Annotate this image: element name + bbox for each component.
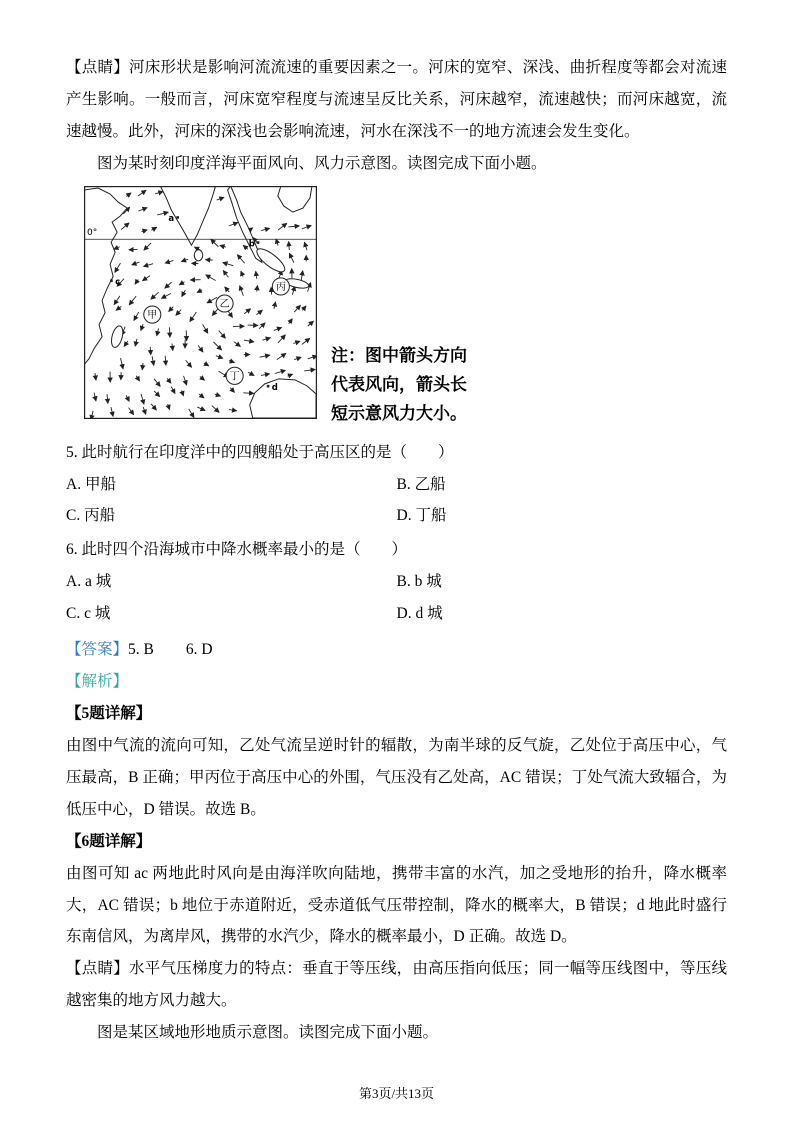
wind-arrow: [111, 407, 113, 416]
wind-arrow: [243, 245, 248, 249]
wind-arrow: [243, 392, 253, 393]
wind-arrow: [219, 330, 226, 338]
wind-arrow: [154, 391, 160, 397]
wind-arrow: [165, 260, 173, 263]
answer-6: 6. D: [185, 641, 213, 659]
wind-arrow: [260, 355, 270, 357]
wind-arrow: [294, 305, 300, 312]
wind-arrow: [144, 263, 154, 266]
wind-arrow: [229, 409, 237, 410]
wind-arrow: [261, 373, 270, 375]
wind-arrow: [276, 239, 278, 246]
dianjing-paragraph-2: 【点睛】水平气压梯度力的特点：垂直于等压线，由高压指向低压；同一幅等压线图中，等压线越密集的地方风力越大。: [66, 960, 727, 1010]
wind-arrow: [182, 390, 184, 395]
wind-arrow: [274, 302, 276, 309]
city-c-label: c: [115, 277, 121, 288]
question-6-stem: 6. 此时四个沿海城市中降水概率最小的是（ ）: [66, 541, 408, 559]
wind-arrow: [198, 345, 203, 352]
wind-arrow: [237, 254, 244, 263]
city-c-marker: [110, 279, 113, 282]
wind-arrow: [161, 293, 171, 298]
wind-arrow: [292, 286, 294, 294]
wind-arrow: [132, 262, 140, 265]
ship-jia-label: 甲: [147, 309, 158, 321]
question-6-options-row-2: [66, 598, 727, 630]
wind-arrow: [184, 376, 187, 385]
wind-arrow: [274, 327, 282, 330]
wind-arrow: [271, 287, 272, 294]
wind-arrow: [287, 374, 292, 376]
wind-arrow: [155, 191, 163, 193]
wind-arrow: [182, 290, 186, 296]
wind-arrow: [223, 270, 228, 277]
question-5-option-c: C. 丙船: [66, 507, 116, 525]
question-6: [66, 534, 727, 630]
wind-arrow: [234, 341, 241, 346]
wind-arrow: [95, 373, 96, 380]
wind-arrow: [135, 279, 138, 284]
city-a-marker: [176, 216, 179, 219]
wind-arrow: [256, 310, 262, 315]
ship-yi-label: 乙: [219, 298, 230, 310]
wind-arrow: [157, 212, 168, 215]
wind-arrow: [229, 360, 234, 362]
equator-label: 0°: [87, 227, 98, 238]
wind-arrow: [215, 394, 221, 396]
wind-arrow: [141, 324, 143, 330]
landmasses: [84, 186, 316, 418]
wind-arrow: [142, 230, 148, 232]
wind-arrow: [197, 407, 205, 410]
wind-arrow: [240, 285, 244, 295]
city-d-label: d: [271, 382, 278, 393]
wind-arrow: [212, 405, 219, 412]
wind-arrow: [165, 282, 172, 288]
ship-bing-label: 丙: [275, 281, 286, 293]
wind-arrow: [91, 411, 93, 419]
question-5: [66, 437, 727, 533]
sri-lanka: [194, 249, 202, 260]
detail-5-head: 【5题详解】: [66, 704, 152, 722]
wind-arrow: [169, 306, 174, 311]
wind-arrow: [289, 253, 294, 262]
wind-arrow: [114, 296, 120, 305]
wind-arrow: [304, 242, 307, 250]
wind-arrow: [275, 370, 286, 373]
page-footer: 第3页/共13页: [358, 1086, 435, 1102]
wind-arrow: [168, 404, 170, 410]
wind-arrow: [115, 263, 121, 272]
wind-arrow: [206, 259, 213, 260]
wind-arrow: [203, 324, 208, 333]
answer-label: 【答案】: [66, 641, 129, 659]
wind-arrow: [256, 271, 257, 278]
map-note: 注：图中箭头方向代表风向，箭头长短示意风力大小。: [331, 345, 467, 424]
wind-arrow: [262, 337, 270, 339]
wind-arrow: [169, 327, 170, 337]
wind-arrow: [223, 262, 233, 265]
wind-arrow: [197, 290, 202, 293]
wind-arrow: [261, 228, 269, 230]
question-5-option-b: B. 乙船: [396, 475, 446, 493]
wind-arrow: [302, 338, 310, 344]
question-5-options-row-2: [66, 500, 727, 532]
jiexi-label: 【解析】: [66, 673, 129, 691]
question-5-option-a: A. 甲船: [66, 475, 116, 493]
wind-arrow: [200, 376, 205, 380]
wind-arrow: [213, 342, 221, 350]
wind-arrow: [302, 225, 311, 229]
wind-arrow: [302, 306, 306, 311]
wind-arrow: [135, 339, 137, 346]
wind-arrow: [225, 287, 230, 292]
question-6-option-d: D. d 城: [396, 605, 443, 623]
wind-arrow: [204, 363, 209, 366]
wind-arrow: [129, 296, 136, 305]
wind-arrow: [211, 239, 219, 246]
wind-arrow: [157, 328, 159, 335]
answer-line: [66, 634, 727, 666]
wind-arrow: [107, 394, 108, 403]
madagascar: [109, 324, 124, 348]
wind-arrow: [308, 356, 317, 359]
answer-5: 5. B: [128, 641, 154, 659]
wind-arrow: [220, 245, 226, 247]
wind-arrow: [165, 355, 166, 365]
wind-arrow: [126, 395, 129, 401]
wind-arrow: [278, 335, 285, 343]
wind-arrow: [151, 292, 159, 299]
dianjing-paragraph-1: 【点睛】河床形状是影响河流流速的重要因素之一。河床的宽窄、深浅、曲折程度等都会对流速产生影响。一般而言，河床宽窄程度与流速呈反比关系，河床越窄，流速越快；而河床越宽，流速越慢。此外，河床的深浅也会影响流速，河水在深浅不一的地方流速会发生变化。: [66, 59, 727, 140]
city-b-marker: [257, 241, 260, 244]
wind-arrow: [179, 281, 184, 284]
city-d-marker: [267, 385, 270, 388]
wind-arrow: [189, 409, 194, 418]
wind-arrow: [151, 227, 156, 230]
indian-ocean-wind-map: [84, 186, 317, 431]
wind-arrow: [181, 259, 188, 261]
borneo: [278, 186, 312, 212]
wind-arrow: [244, 308, 250, 313]
detail-6-body: 由图可知 ac 两地此时风向是由海洋吹向陆地，携带丰富的水汽，加之受地形的抬升，降水概率大，AC 错误；b 地位于赤道附近，受赤道低气压带控制，降水的概率大，B 错误；d 地此时盛行东南信风，为离岸风，携带的水汽少，降水的概率最小，D 正确。故选 D。: [66, 864, 727, 946]
wind-arrow: [150, 346, 151, 354]
wind-arrow: [257, 285, 258, 291]
wind-arrow: [293, 341, 300, 343]
indian-ocean-map-svg: [84, 186, 317, 419]
wind-arrow: [121, 223, 129, 230]
wind-arrow: [216, 355, 223, 358]
wind-arrow: [171, 386, 175, 393]
wind-arrow: [199, 394, 204, 398]
ship-ding-label: 丁: [229, 371, 240, 383]
wind-arrow: [207, 297, 217, 303]
wind-arrow: [152, 356, 154, 365]
wind-arrow: [129, 407, 134, 414]
wind-arrow: [259, 323, 265, 329]
wind-arrow: [190, 312, 197, 322]
city-b-label: b: [248, 238, 255, 249]
australia: [250, 379, 316, 418]
wind-arrow: [94, 392, 96, 400]
question-6-option-c: C. c 城: [66, 605, 111, 623]
question-5-option-d: D. 丁船: [396, 507, 447, 525]
wind-arrow: [136, 375, 139, 380]
wind-arrow: [304, 369, 315, 370]
jiexi-line: [66, 666, 727, 698]
question-6-options-row-1: [66, 566, 727, 598]
wind-arrow: [143, 275, 151, 280]
wind-arrow: [154, 379, 160, 387]
question-5-options-row-1: [66, 469, 727, 501]
ship-labels: [144, 278, 290, 384]
wind-arrow: [134, 312, 139, 320]
detail-6-head: 【6题详解】: [66, 832, 152, 850]
detail-5-body: 由图中气流的流向可知，乙处气流呈逆时针的辐散，为南半球的反气旋，乙处位于高压中心，气压最高，B 正确；甲丙位于高压中心的外围，气压没有乙处高，AC 错误；丁处气流大致辐合，为低压中心，D 错误。故选 B。: [66, 736, 727, 818]
wind-arrow: [114, 246, 120, 249]
wind-arrow: [186, 360, 192, 367]
wind-arrow: [278, 223, 287, 230]
wind-arrow: [241, 271, 243, 277]
figure-block: [84, 186, 727, 431]
figure-intro-2: 图是某区域地形地质示意图。读图完成下面小题。: [97, 1024, 439, 1042]
wind-arrow: [217, 197, 224, 200]
wind-arrow: [288, 226, 299, 227]
question-6-option-b: B. b 城: [396, 573, 442, 591]
wind-arrow: [176, 309, 181, 315]
wind-arrow: [142, 363, 143, 370]
wind-arrow: [116, 306, 121, 310]
wind-arrow: [141, 394, 144, 404]
wind-arrow: [206, 275, 216, 281]
question-5-stem: 5. 此时航行在印度洋中的四艘船处于高压区的是（ ）: [66, 443, 454, 461]
wind-arrow: [277, 353, 286, 359]
wind-arrow: [308, 321, 314, 326]
figure-intro-1: 图为某时刻印度洋海平面风向、风力示意图。读图完成下面小题。: [97, 154, 547, 172]
wind-arrow: [289, 241, 290, 249]
wind-arrow: [248, 372, 254, 375]
wind-arrow: [172, 343, 173, 350]
wind-arrow: [144, 243, 151, 250]
wind-arrow: [121, 358, 124, 369]
question-6-option-a: A. a 城: [66, 573, 112, 591]
wind-arrow: [230, 387, 234, 392]
wind-arrow: [124, 341, 128, 346]
wind-arrow: [138, 190, 146, 196]
wind-arrow: [229, 222, 238, 225]
wind-arrow: [167, 378, 171, 383]
wind-arrow: [151, 404, 156, 410]
wind-arrow: [244, 340, 254, 342]
wind-arrow: [138, 207, 147, 211]
city-a-label: a: [168, 213, 175, 224]
wind-arrow: [289, 318, 293, 323]
wind-arrow: [143, 407, 146, 414]
wind-arrow: [126, 193, 131, 196]
wind-arrow: [294, 357, 301, 359]
